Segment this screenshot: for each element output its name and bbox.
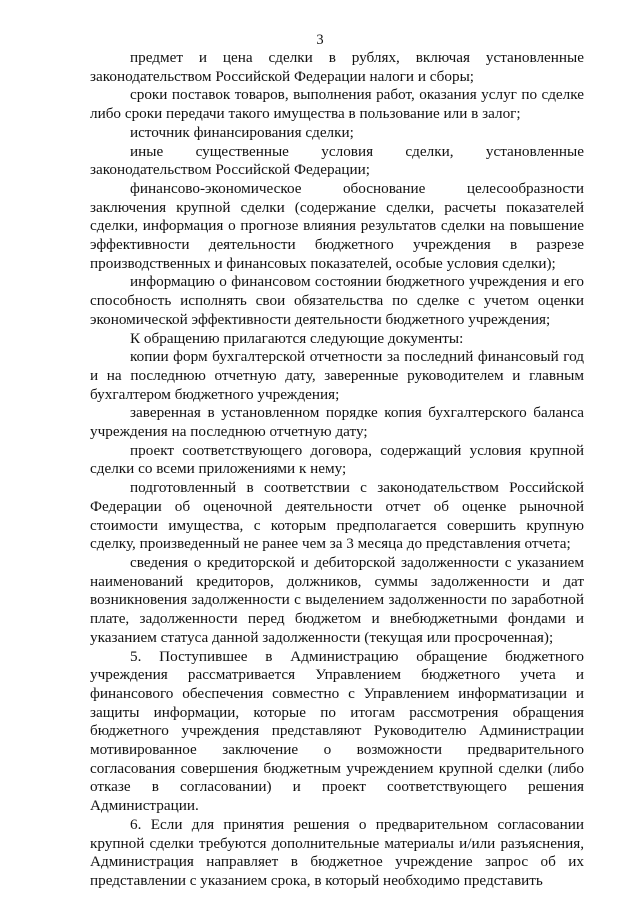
paragraph-accounting-reports: копии форм бухгалтерской отчетности за последний финансовый год и на последнюю отчетную дату, заверенные руководителем и главным бухгалтером бюджетного учреждения;	[90, 348, 584, 403]
paragraph-financial-justification: финансово-экономическое обоснование целесообразности заключения крупной сделки (содержание сделки, расчеты показателей сделки, информация о прогнозе влияния результатов сделки на повышение эффективности деятельности бюджетного учреждения в разрезе производственных и финансовых показателей, особые условия сделки);	[90, 179, 584, 272]
paragraph-debt-info: сведения о кредиторской и дебиторской задолженности с указанием наименований кредиторов, должников, суммы задолженности и дат возникновения задолженности с выделением задолженности по заработной плате, задолженности перед бюджетом и внебюджетными фондами и указанием статуса данной задолженности (текущая или просроченная);	[90, 553, 584, 646]
document-body	[90, 49, 584, 891]
paragraph-section-6: 6. Если для принятия решения о предварительном согласовании крупной сделки требуются дополнительные материалы и/или разъяснения, Администрация направляет в бюджетное учреждение запрос об их представлении с указанием срока, в который необходимо представить	[90, 815, 584, 889]
page-number: 3	[316, 32, 324, 48]
paragraph-valuation-report: подготовленный в соответствии с законодательством Российской Федерации об оценочной деятельности отчет об оценке рыночной стоимости имущества, с которым предполагается совершить крупную сделку, произведенный не ранее чем за 3 месяца до представления отчета;	[90, 479, 584, 553]
paragraph-funding-source: источник финансирования сделки;	[130, 123, 354, 141]
paragraph-section-5: 5. Поступившее в Администрацию обращение бюджетного учреждения рассматривается Управлением бюджетного учета и финансового обеспечения совместно с Управлением информатизации и защиты информации, которые по итогам рассмотрения обращения бюджетного учреждения представляют Руководителю Администрации мотивированное заключение о возможности предварительного согласования совершения бюджетным учреждением крупной сделки (либо отказе в согласовании) и проект соответствующего решения Администрации.	[90, 647, 584, 815]
paragraph-contract-draft: проект соответствующего договора, содержащий условия крупной сделки со всеми приложениями к нему;	[90, 441, 584, 478]
paragraph-balance-copy: заверенная в установленном порядке копия бухгалтерского баланса учреждения на последнюю отчетную дату;	[90, 404, 584, 441]
paragraph-deal-subject-price: предмет и цена сделки в рублях, включая установленные законодательством Российской Федерации налоги и сборы;	[90, 49, 584, 85]
paragraph-other-terms: иные существенные условия сделки, установленные законодательством Российской Федерации;	[90, 142, 584, 179]
paragraph-financial-state: информацию о финансовом состоянии бюджетного учреждения и его способность исполнять свои обязательства по сделке с учетом оценки экономической эффективности деятельности бюджетного учреждения;	[90, 273, 584, 328]
paragraph-attachments-intro: К обращению прилагаются следующие документы:	[130, 329, 464, 347]
paragraph-delivery-terms: сроки поставок товаров, выполнения работ, оказания услуг по сделке либо сроки передачи такого имущества в пользование или в залог;	[90, 86, 584, 123]
